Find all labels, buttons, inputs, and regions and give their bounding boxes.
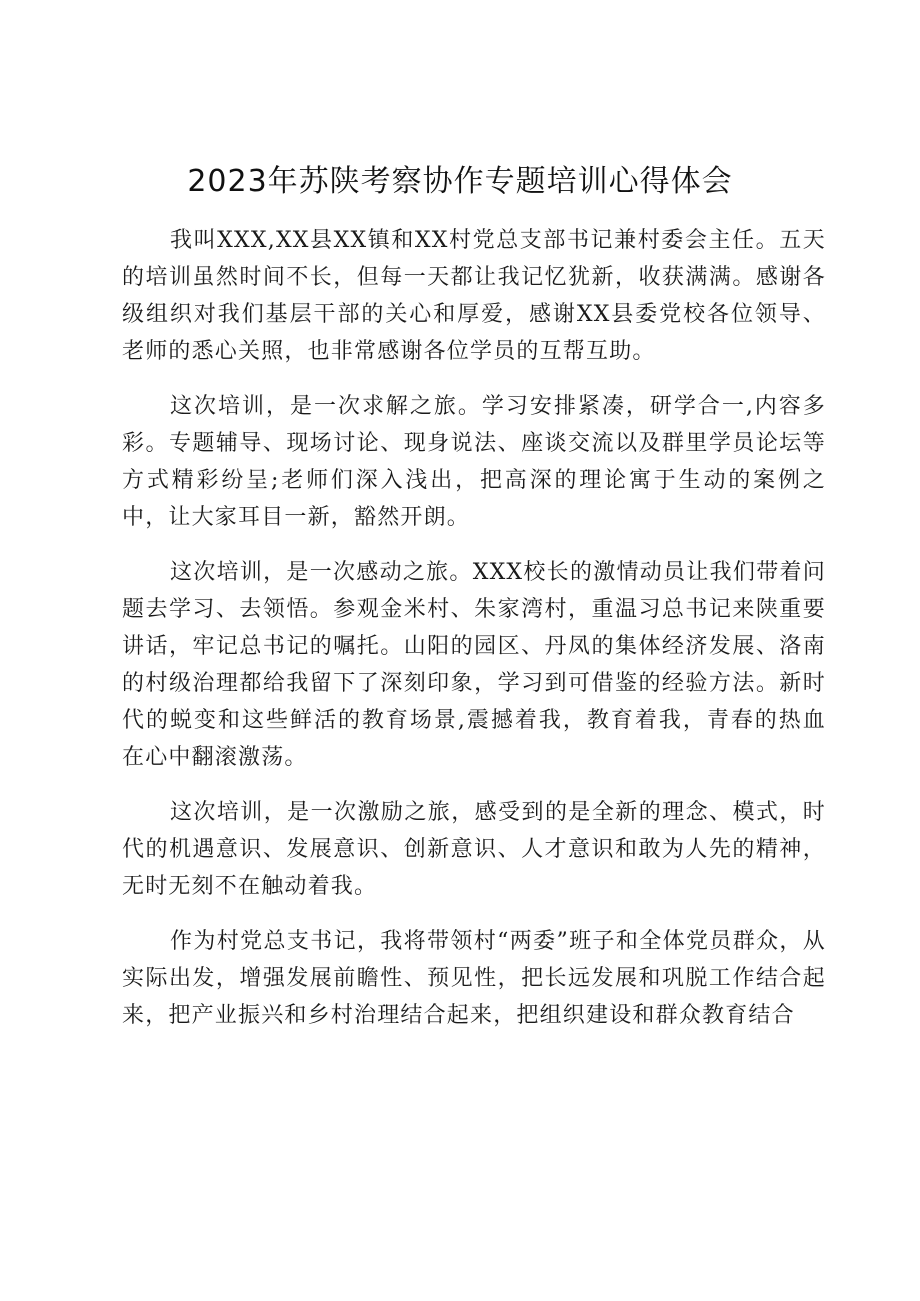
paragraph: 这次培训，是一次求解之旅。学习安排紧凑，研学合一,内容多彩。专题辅导、现场讨论、现身说法、座谈交流以及群里学员论坛等方式精彩纷呈;老师们深入浅出，把高深的理论寓于生动的案例之中，让大家耳目一新，豁然开朗。 bbox=[122, 394, 826, 530]
document-body bbox=[122, 222, 826, 1052]
paragraph: 这次培训，是一次感动之旅。XXX校长的激情动员让我们带着问题去学习、去领悟。参观金米村、朱家湾村，重温习总书记来陕重要讲话，牢记总书记的嘱托。山阳的园区、丹凤的集体经济发展、洛南的村级治理都给我留下了深刻印象，学习到可借鉴的经验方法。新时代的蜕变和这些鲜活的教育场景,震撼着我，教育着我，青春的热血在心中翻滚激荡。 bbox=[122, 560, 826, 770]
paragraph: 作为村党总支书记，我将带领村“两委”班子和全体党员群众，从实际出发，增强发展前瞻性、预见性，把长远发展和巩脱工作结合起来，把产业振兴和乡村治理结合起来，把组织建设和群众教育结合 bbox=[122, 929, 826, 1028]
paragraph: 我叫XXX,XX县XX镇和XX村党总支部书记兼村委会主任。五天的培训虽然时间不长，但每一天都让我记忆犹新，收获满满。感谢各级组织对我们基层干部的关心和厚爱，感谢XX县委党校各位领导、老师的悉心关照，也非常感谢各位学员的互帮互助。 bbox=[122, 228, 826, 364]
paragraph: 这次培训，是一次激励之旅，感受到的是全新的理念、模式，时代的机遇意识、发展意识、创新意识、人才意识和敢为人先的精神，无时无刻不在触动着我。 bbox=[122, 800, 826, 899]
document-title: 2023年苏陕考察协作专题培训心得体会 bbox=[187, 164, 733, 199]
